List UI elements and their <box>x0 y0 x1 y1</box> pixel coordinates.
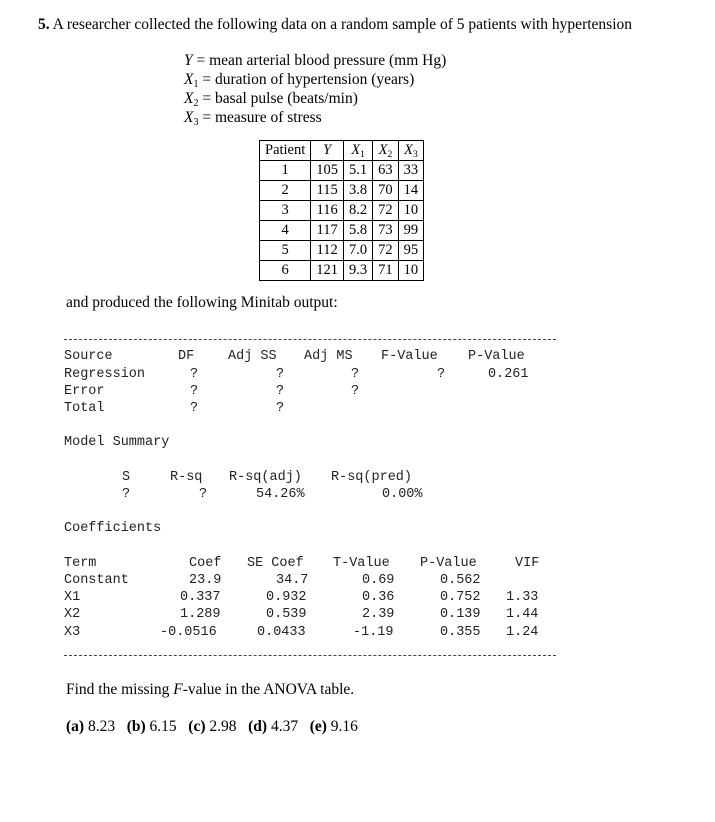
choice-b[interactable]: (b) 6.15 <box>126 718 177 735</box>
table-header-row <box>260 141 424 161</box>
coefficients-title: Coefficients <box>64 521 162 536</box>
anova-total-source: Total <box>64 401 105 416</box>
answer-choices <box>66 718 358 736</box>
question-prompt: Find the missing F-value in the ANOVA table. <box>66 681 355 698</box>
coef-row-coef: 1.289 <box>180 607 221 622</box>
output-top-divider <box>64 339 556 340</box>
coef-row-vif: 1.44 <box>506 607 539 622</box>
choice-d[interactable]: (d) 4.37 <box>248 718 299 735</box>
variable-def-x1: $X_1$ = duration of hypertension (years) <box>184 71 415 90</box>
coef-row-p: 0.562 <box>440 573 481 588</box>
patient-data-table <box>259 140 424 281</box>
model-summary-rsq-pred-value: 0.00% <box>382 487 423 502</box>
coef-row-t: 0.36 <box>362 590 395 605</box>
coef-row-se: 34.7 <box>276 573 309 588</box>
output-bottom-divider <box>64 655 556 656</box>
anova-error-adj-ss: ? <box>276 384 285 399</box>
variable-def-x2: $X_2$ = basal pulse (beats/min) <box>184 90 358 109</box>
coef-row-vif: 1.24 <box>506 625 539 640</box>
lead-in-text: and produced the following Minitab output: <box>66 294 338 311</box>
table-row: 5 112 7.0 72 95 <box>260 241 424 261</box>
model-summary-header-rsq-adj: R-sq(adj) <box>229 470 302 485</box>
choice-a[interactable]: (a) 8.23 <box>66 718 116 735</box>
anova-error-source: Error <box>64 384 105 399</box>
coef-row-vif: 1.33 <box>506 590 539 605</box>
question-title <box>38 16 632 34</box>
choice-c[interactable]: (c) 2.98 <box>188 718 237 735</box>
header-x3: $X_3$ <box>398 141 424 161</box>
table-row: 1 105 5.1 63 33 <box>260 161 424 181</box>
coef-row-coef: -0.0516 <box>160 625 217 640</box>
anova-header-adj-ss: Adj SS <box>228 349 277 364</box>
anova-regression-source: Regression <box>64 367 146 382</box>
anova-regression-p-value: 0.261 <box>488 367 529 382</box>
coef-header-vif: VIF <box>515 556 540 571</box>
anova-header-f-value: F-Value <box>381 349 438 364</box>
coef-header-t-value: T-Value <box>333 556 390 571</box>
coef-row-coef: 0.337 <box>180 590 221 605</box>
anova-header-source: Source <box>64 349 113 364</box>
coef-row-se: 0.539 <box>266 607 307 622</box>
model-summary-title: Model Summary <box>64 435 170 450</box>
model-summary-header-rsq: R-sq <box>170 470 203 485</box>
choice-e[interactable]: (e) 9.16 <box>309 718 358 735</box>
coef-row-coef: 23.9 <box>189 573 222 588</box>
variable-def-y: Y = mean arterial blood pressure (mm Hg) <box>184 52 447 69</box>
coef-header-se-coef: SE Coef <box>247 556 304 571</box>
variable-def-x3: $X_3$ = measure of stress <box>184 109 322 128</box>
anova-error-df: ? <box>190 384 199 399</box>
coef-row-term: Constant <box>64 573 129 588</box>
header-x2: $X_2$ <box>373 141 399 161</box>
coef-row-t: 2.39 <box>362 607 395 622</box>
table-row: 3 116 8.2 72 10 <box>260 201 424 221</box>
coef-row-p: 0.139 <box>440 607 481 622</box>
coef-row-se: 0.932 <box>266 590 307 605</box>
anova-error-adj-ms: ? <box>351 384 360 399</box>
table-row: 6 121 9.3 71 10 <box>260 261 424 281</box>
table-row: 2 115 3.8 70 14 <box>260 181 424 201</box>
header-y: Y <box>311 141 344 161</box>
header-x1: $X_1$ <box>344 141 373 161</box>
coef-row-p: 0.355 <box>440 625 481 640</box>
model-summary-rsq-value: ? <box>199 487 208 502</box>
coef-row-p: 0.752 <box>440 590 481 605</box>
coef-header-coef: Coef <box>189 556 222 571</box>
model-summary-rsq-adj-value: 54.26% <box>256 487 305 502</box>
coef-row-term: X1 <box>64 590 81 605</box>
model-summary-header-s: S <box>122 470 131 485</box>
anova-total-adj-ss: ? <box>276 401 285 416</box>
coef-row-term: X2 <box>64 607 81 622</box>
anova-total-df: ? <box>190 401 199 416</box>
anova-regression-df: ? <box>190 367 199 382</box>
model-summary-s-value: ? <box>122 487 131 502</box>
coef-row-t: 0.69 <box>362 573 395 588</box>
coef-row-se: 0.0433 <box>257 625 306 640</box>
anova-header-p-value: P-Value <box>468 349 525 364</box>
coef-row-term: X3 <box>64 625 81 640</box>
coef-header-p-value: P-Value <box>420 556 477 571</box>
model-summary-header-rsq-pred: R-sq(pred) <box>331 470 413 485</box>
question-text: A researcher collected the following data on a random sample of 5 patients with hypertension <box>52 16 632 33</box>
anova-regression-f-value: ? <box>437 367 446 382</box>
header-patient: Patient <box>260 141 311 161</box>
anova-header-adj-ms: Adj MS <box>304 349 353 364</box>
coef-row-t: -1.19 <box>353 625 394 640</box>
question-number: 5. <box>38 16 50 33</box>
coef-header-term: Term <box>64 556 97 571</box>
table-row: 4 117 5.8 73 99 <box>260 221 424 241</box>
anova-regression-adj-ms: ? <box>351 367 360 382</box>
anova-header-df: DF <box>178 349 195 364</box>
anova-regression-adj-ss: ? <box>276 367 285 382</box>
